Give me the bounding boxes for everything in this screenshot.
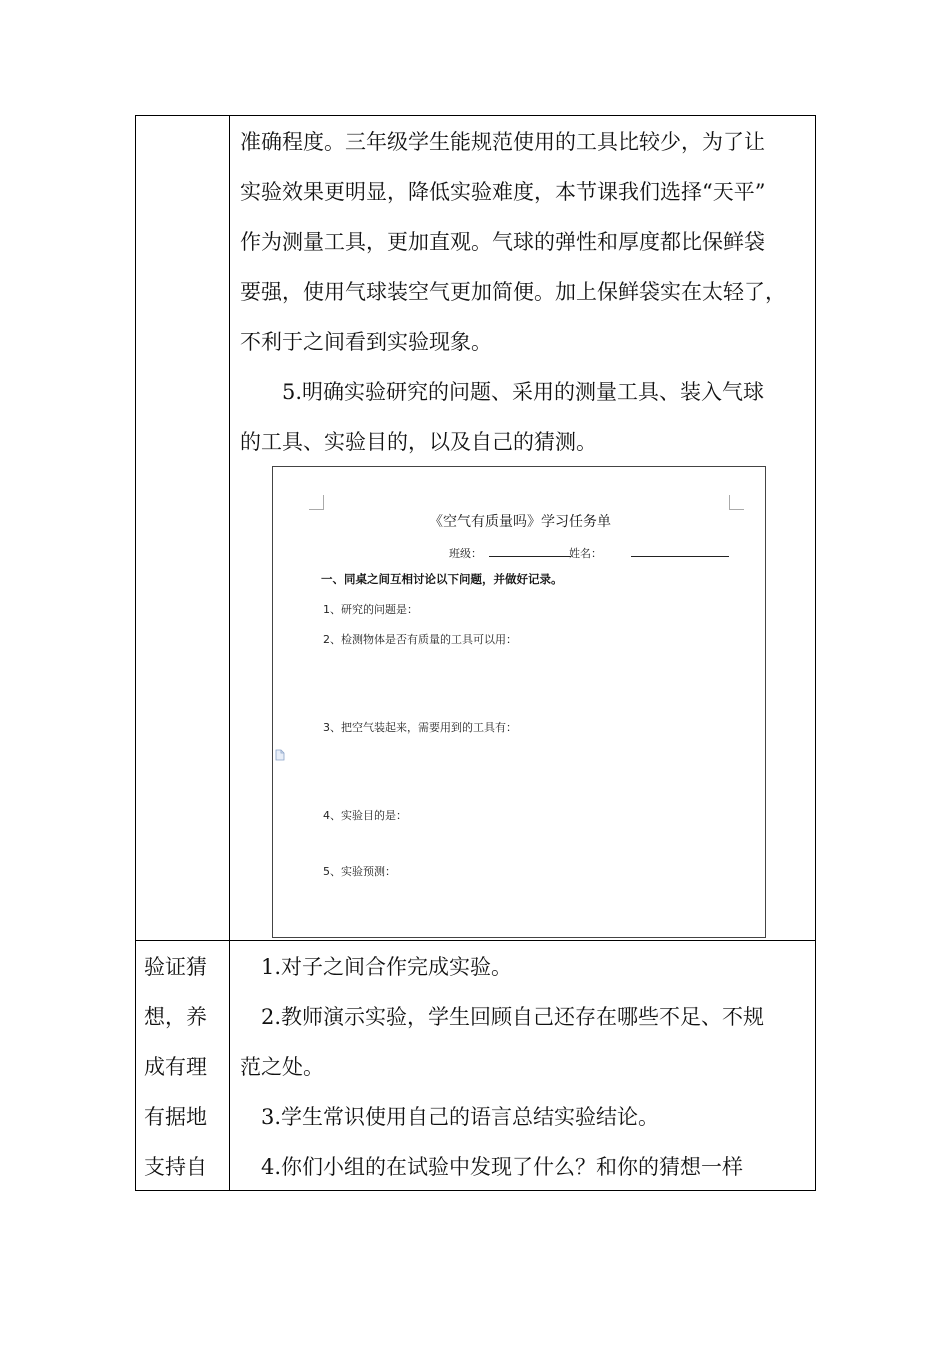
section-label-line: 成有理 [144, 1055, 207, 1079]
name-label: 姓名： [569, 547, 602, 560]
crop-mark [309, 495, 324, 510]
text-line: 3.学生常识使用自己的语言总结实验结论。 [240, 1105, 660, 1129]
section-label-line: 支持自 [144, 1155, 207, 1179]
document-icon [275, 749, 285, 761]
verify-section [240, 942, 812, 1192]
crop-mark [729, 495, 744, 510]
text-line: 5.明确实验研究的问题、采用的测量工具、装入气球 [240, 380, 765, 404]
worksheet-heading: 一、同桌之间互相讨论以下问题，并做好记录。 [321, 572, 563, 586]
section-label-column [144, 942, 224, 1192]
name-blank-line [631, 556, 729, 557]
worksheet-image [272, 466, 766, 938]
top-paragraph [240, 117, 812, 367]
text-line: 2.教师演示实验，学生回顾自己还存在哪些不足、不规 [240, 1005, 765, 1029]
worksheet-item: 4、实验目的是： [323, 809, 407, 822]
text-line: 实验效果更明显，降低实验难度，本节课我们选择“天平” [240, 180, 766, 204]
worksheet-item: 2、检测物体是否有质量的工具可以用： [323, 633, 517, 646]
worksheet-title: 《空气有质量吗》学习任务单 [429, 514, 611, 530]
column-divider [229, 115, 230, 1191]
class-label: 班级： [449, 547, 482, 560]
class-blank-line [489, 556, 571, 557]
worksheet-item: 5、实验预测： [323, 865, 396, 878]
text-line: 1.对子之间合作完成实验。 [240, 955, 513, 979]
row-divider [135, 940, 816, 941]
point-5-paragraph [240, 367, 812, 467]
text-line: 要强，使用气球装空气更加简便。加上保鲜袋实在太轻了， [240, 280, 786, 304]
section-label-line: 验证猜 [144, 955, 207, 979]
text-line: 准确程度。三年级学生能规范使用的工具比较少，为了让 [240, 130, 765, 154]
text-line: 的工具、实验目的，以及自己的猜测。 [240, 430, 597, 454]
section-label-line: 有据地 [144, 1105, 207, 1129]
worksheet-item: 3、把空气装起来，需要用到的工具有： [323, 721, 517, 734]
text-line: 作为测量工具，更加直观。气球的弹性和厚度都比保鲜袋 [240, 230, 765, 254]
section-label-line: 想，养 [144, 1005, 207, 1029]
text-line: 不利于之间看到实验现象。 [240, 330, 492, 354]
worksheet-item: 1、研究的问题是： [323, 603, 418, 616]
text-line: 范之处。 [240, 1055, 324, 1079]
text-line: 4.你们小组的在试验中发现了什么？和你的猜想一样 [240, 1155, 744, 1179]
